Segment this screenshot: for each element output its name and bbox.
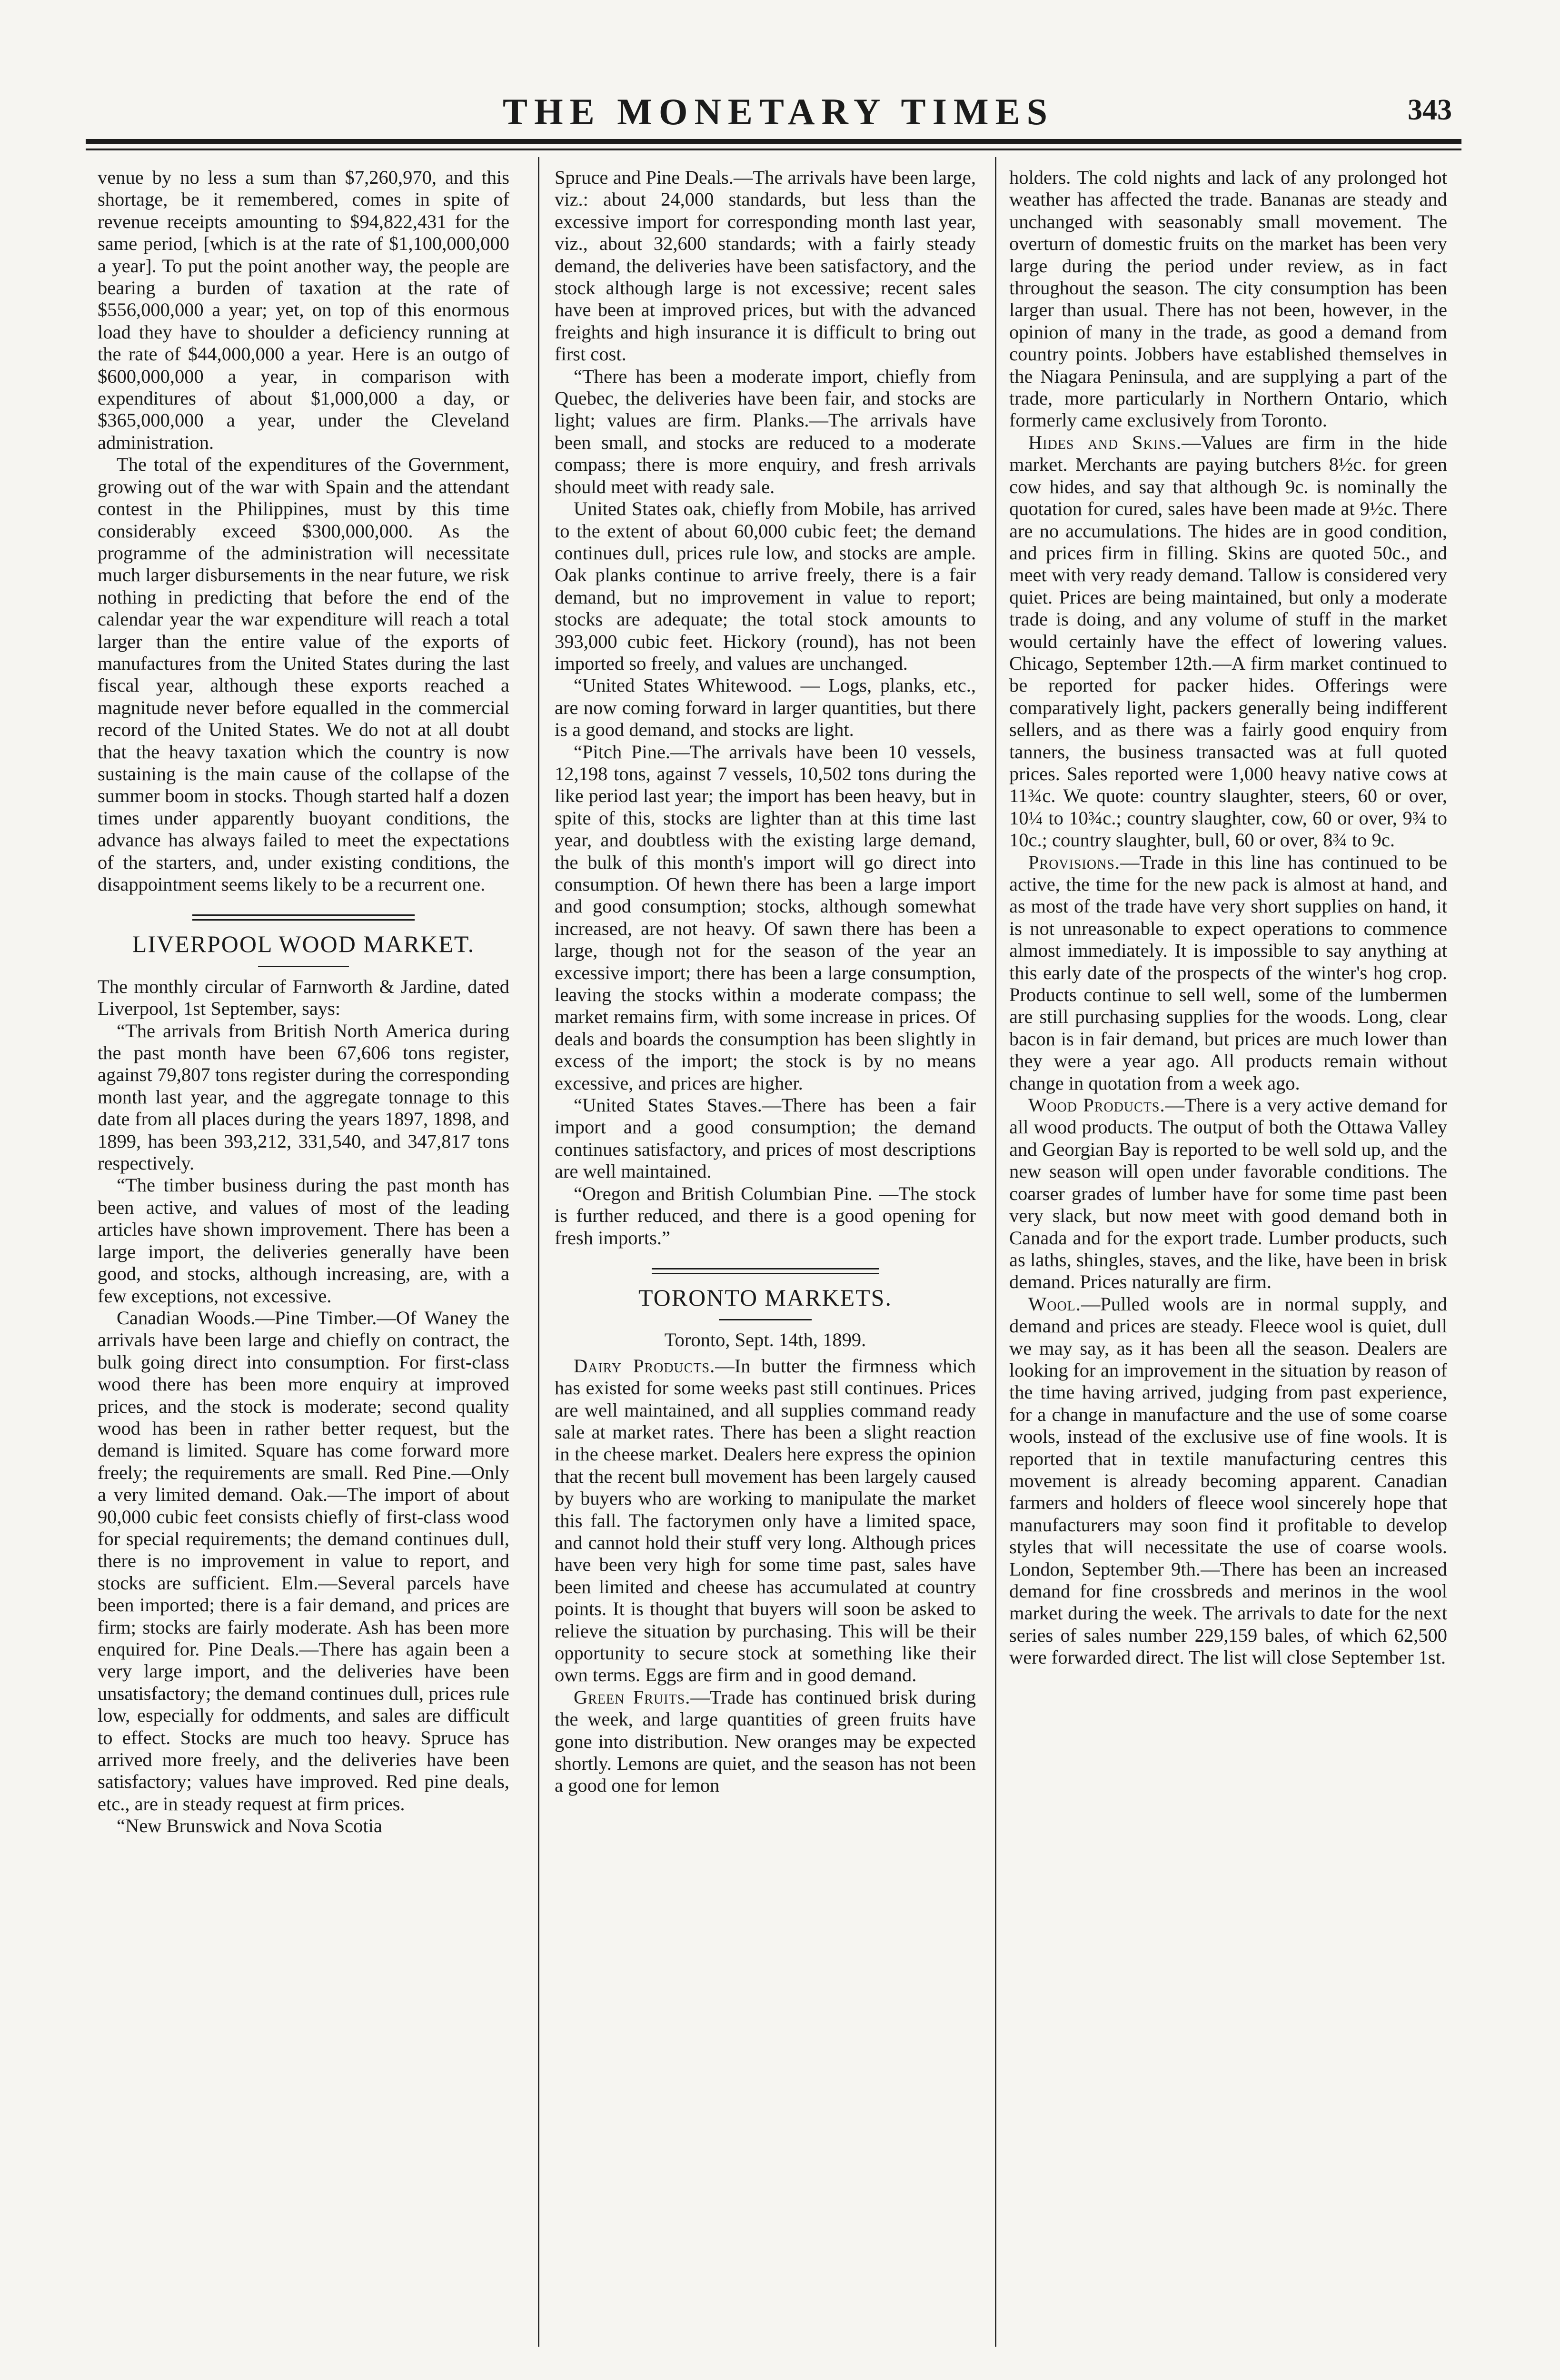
provisions-text: —Trade in this line has continued to be active, the time for the new pack is almost at hand, and as most of the trade have very short supplies on hand, it is not unreasonable to expect operations to commence almost immediately. It is impossible to say anything at this early date of the prospects of the winter's hog crop. Products continue to sell well, some of the lumbermen are still purchasing supplies for the woods. Long, clear bacon is in fair demand, but prices are much lower than they were a year ago. All products remain without change in quotation from a week ago.	[1009, 851, 1447, 1094]
column-1	[98, 167, 509, 2337]
paragraph: holders. The cold nights and lack of any prolonged hot weather has affected the trade. Bananas are steady and unchanged with seasonably small movement. The overturn of domestic fruits on the market has been very large during the period under review, as in fact throughout the season. The city consumption has been larger than usual. There has not been, however, in the opinion of many in the trade, as good a demand from country points. Jobbers have established themselves in the Niagara Peninsula, and are supplying a part of the trade, more particularly in Northern Ontario, which formerly came exclusively from Toronto.	[1009, 167, 1447, 431]
provisions-paragraph	[1009, 852, 1447, 1094]
hides-text: —Values are firm in the hide market. Merchants are paying butchers 8½c. for green cow hides, and say that although 9c. is nominally the quotation for cured, sales have been made at 9½c. There are no accumulations. The hides are in good condition, and prices firm in filling. Skins are quoted 50c., and meet with very ready demand. Tallow is considered very quiet. Prices are being maintained, but only a moderate trade is doing, and any volume of stuff in the market would certainly have the effect of lowering values. Chicago, September 12th.—A firm market continued to be reported for packer hides. Offerings were comparatively light, packers generally being indifferent sellers, and as there was a fairly good enquiry from tanners, the business transacted was at full quoted prices. Sales reported were 1,000 heavy native cows at 11¾c. We quote: country slaughter, steers, 60 or over, 10¼ to 10¾c.; country slaughter, cow, 60 or over, 9¾ to 10c.; country slaughter, bull, 60 or over, 8¾ to 9c.	[1009, 431, 1447, 851]
toronto-heading: TORONTO MARKETS.	[638, 1284, 892, 1311]
paragraph: Spruce and Pine Deals.—The arrivals have been large, viz.: about 24,000 standards, but less than the excessive import for corresponding month last year, viz., about 32,600 standards; with a fairly steady demand, the deliveries have been satisfactory, and the stock although large is not excessive; recent sales have been at improved prices, but with the advanced freights and high insurance it is difficult to bring out first cost.	[555, 167, 976, 365]
paragraph: “New Brunswick and Nova Scotia	[117, 1815, 382, 1837]
column-separator-2	[995, 157, 996, 2347]
paragraph: “Pitch Pine.—The arrivals have been 10 vessels, 12,198 tons, against 7 vessels, 10,502 tons during the like period last year; the import has been heavy, but in spite of this, stocks are lighter than at this time last year, and doubtless with the existing large demand, the bulk of this month's import will go direct into consumption. Of hewn there has been a large import and good consumption; stocks, although somewhat increased, are not heavy. Of sawn there has been a large, though not for the season of the year an excessive import; there has been a large consumption, leaving the stocks within a moderate compass; the market remains firm, with some increase in prices. Of deals and boards the consumption has been slightly in excess of the import; the stock is by no means excessive, and prices are higher.	[555, 741, 976, 1094]
masthead	[105, 90, 1452, 133]
column-3	[1009, 167, 1447, 2337]
wool-text: —Pulled wools are in normal supply, and demand and prices are steady. Fleece wool is quiet, dull we may say, as it has been all the season. Dealers are looking for an improvement in the situation by reason of the time having arrived, judging from past experience, for a change in manufacture and the use of some coarse wools, instead of the exclusive use of fine wools. It is reported that in textile manufacturing centres this movement is already becoming apparent. Canadian farmers and holders of fleece wool sincerely hope that manufacturers may soon find it profitable to develop styles that will necessitate the use of coarse wools. London, September 9th.—There has been an increased demand for fine crossbreds and merinos in the wool market during the week. The arrivals to date for the next series of sales number 229,159 bales, of which 62,500 were forwarded direct. The list will close September 1st.	[1009, 1293, 1447, 1668]
liverpool-heading: LIVERPOOL WOOD MARKET.	[132, 931, 475, 958]
green-fruits-label: Green Fruits.	[574, 1686, 691, 1708]
heading-rule	[719, 1319, 812, 1320]
wool-label: Wool.	[1028, 1293, 1081, 1315]
heading-rule	[258, 966, 348, 967]
section-divider	[652, 1268, 879, 1274]
paragraph: The total of the expenditures of the Government, growing out of the war with Spain and the attendant contest in the Philippines, must by this time considerably exceed $300,000,000. As the programme of the administration will necessitate much larger disbursements in the near future, we risk nothing in predicting that before the end of the calendar year the war expenditure will reach a total larger than the entire value of the exports of manufactures from the United States during the last fiscal year, although these exports reached a magnitude never before equalled in the commercial record of the United States. We do not at all doubt that the heavy taxation which the country is now sustaining is the main cause of the collapse of the summer boom in stocks. Though started half a dozen times under apparently buoyant conditions, the advance has always failed to meet the expectations of the starters, and, under existing conditions, the disappointment seems likely to be a recurrent one.	[98, 454, 509, 895]
wool-paragraph	[1009, 1293, 1447, 1669]
green-fruits-text: —Trade has continued brisk during the week, and large quantities of green fruits have gone into distribution. New oranges may be expected shortly. Lemons are quiet, and the season has not been a good one for lemon	[555, 1686, 976, 1796]
paragraph: venue by no less a sum than $7,260,970, and this shortage, be it remembered, comes in spite of revenue receipts amounting to $94,822,431 for the same period, [which is at the rate of $1,100,000,000 a year]. To put the point another way, the people are bearing a burden of taxation at the rate of $556,000,000 a year; yet, on top of this enormous load they have to shoulder a deficiency running at the rate of $44,000,000 a year. Here is an outgo of $600,000,000 a year, in comparison with expenditures of about $1,000,000 a day, or $365,000,000 a year, under the Cleveland administration.	[98, 167, 509, 453]
dairy-label: Dairy Products.	[574, 1355, 715, 1377]
header-rule-thin	[86, 149, 1461, 150]
provisions-label: Provisions.	[1028, 851, 1121, 873]
wood-products-paragraph	[1009, 1094, 1447, 1293]
wood-products-text: —There is a very active demand for all wood products. The output of both the Ottawa Valley and Georgian Bay is reported to be well sold up, and the new season will open under favorable conditions. The coarser grades of lumber have for some time past been very slack, but now meet with good demand both in Canada and for the export trade. Lumber products, such as laths, shingles, staves, and the like, have been in brisk demand. Prices naturally are firm.	[1009, 1094, 1447, 1293]
paragraph: “There has been a moderate import, chiefly from Quebec, the deliveries have been fair, and stocks are light; values are firm. Planks.—The arrivals have been small, and stocks are reduced to a moderate compass; there is more enquiry, and fresh arrivals should meet with ready sale.	[555, 365, 976, 497]
paragraph: “The timber business during the past month has been active, and values of most of the leading articles have shown improvement. There has been a large import, the deliveries generally have been good, and stocks, although increasing, are, with a few exceptions, not excessive.	[98, 1174, 509, 1307]
hides-paragraph	[1009, 432, 1447, 852]
publication-title: THE MONETARY TIMES	[503, 91, 1054, 132]
paragraph: “The arrivals from British North America during the past month have been 67,606 tons register, against 79,807 tons register during the corresponding month last year, and the aggregate tonnage to this date from all places during the years 1897, 1898, and 1899, has been 393,212, 331,540, and 347,817 tons respectively.	[98, 1020, 509, 1174]
green-fruits-paragraph	[555, 1686, 976, 1797]
paragraph: The monthly circular of Farnworth & Jardine, dated Liverpool, 1st September, says:	[98, 975, 509, 1020]
section-divider	[192, 914, 415, 921]
dateline: Toronto, Sept. 14th, 1899.	[664, 1329, 866, 1351]
page-number: 343	[1408, 94, 1452, 126]
dairy-text: —In butter the firmness which has existed for some weeks past still continues. Prices are well maintained, and all supplies command ready sale at market rates. There has been a slight reaction in the cheese market. Dealers here express the opinion that the recent bull movement has been largely caused by buyers who are working to manipulate the market this fall. The factorymen only have a limited space, and cannot hold their stuff very long. Although prices have been very high for some time past, sales have been limited and cheese has accumulated at country points. It is thought that buyers will soon be asked to relieve the situation by purchasing. This will be their opportunity to secure stock at something like their own terms. Eggs are firm and in good demand.	[555, 1355, 976, 1686]
paragraph: United States oak, chiefly from Mobile, has arrived to the extent of about 60,000 cubic feet; the demand continues dull, prices rule low, and stocks are ample. Oak planks continue to arrive freely, there is a fair demand, but no improvement in value to report; stocks are adequate; the total stock amounts to 393,000 cubic feet. Hickory (round), has not been imported so freely, and values are unchanged.	[555, 498, 976, 674]
dairy-paragraph	[555, 1355, 976, 1686]
paragraph: Canadian Woods.—Pine Timber.—Of Waney the arrivals have been large and chiefly on contract, the bulk going direct into consumption. For first-class wood there has been more enquiry at improved prices, and the stock is moderate; second quality wood has been in rather better request, but the demand is limited. Square has come forward more freely; the requirements are small. Red Pine.—Only a very limited demand. Oak.—The import of about 90,000 cubic feet consists chiefly of first-class wood for special requirements; the demand continues dull, there is no improvement in value to report, and stocks are sufficient. Elm.—Several parcels have been imported; there is a fair demand, and prices are firm; stocks are fairly moderate. Ash has been more enquired for. Pine Deals.—There has again been a very large import, and the deliveries have been unsatisfactory; the demand continues dull, prices rule low, especially for oddments, and sales are difficult to effect. Stocks are much too heavy. Spruce has arrived more freely, and the deliveries have been satisfactory; values have improved. Red pine deals, etc., are in steady request at firm prices.	[98, 1307, 509, 1815]
paragraph: “United States Staves.—There has been a fair import and a good consumption; the demand continues satisfactory, and prices of most descriptions are well maintained.	[555, 1094, 976, 1182]
wood-products-label: Wood Products.	[1028, 1094, 1165, 1116]
paragraph: “Oregon and British Columbian Pine. —The stock is further reduced, and there is a good opening for fresh imports.”	[555, 1182, 976, 1249]
column-2	[555, 167, 976, 2337]
hides-label: Hides and Skins.	[1028, 431, 1182, 453]
paragraph: “United States Whitewood. — Logs, planks, etc., are now coming forward in larger quantities, but there is a good demand, and stocks are light.	[555, 674, 976, 741]
header-rule-thick	[86, 139, 1461, 144]
column-separator-1	[538, 157, 539, 2347]
